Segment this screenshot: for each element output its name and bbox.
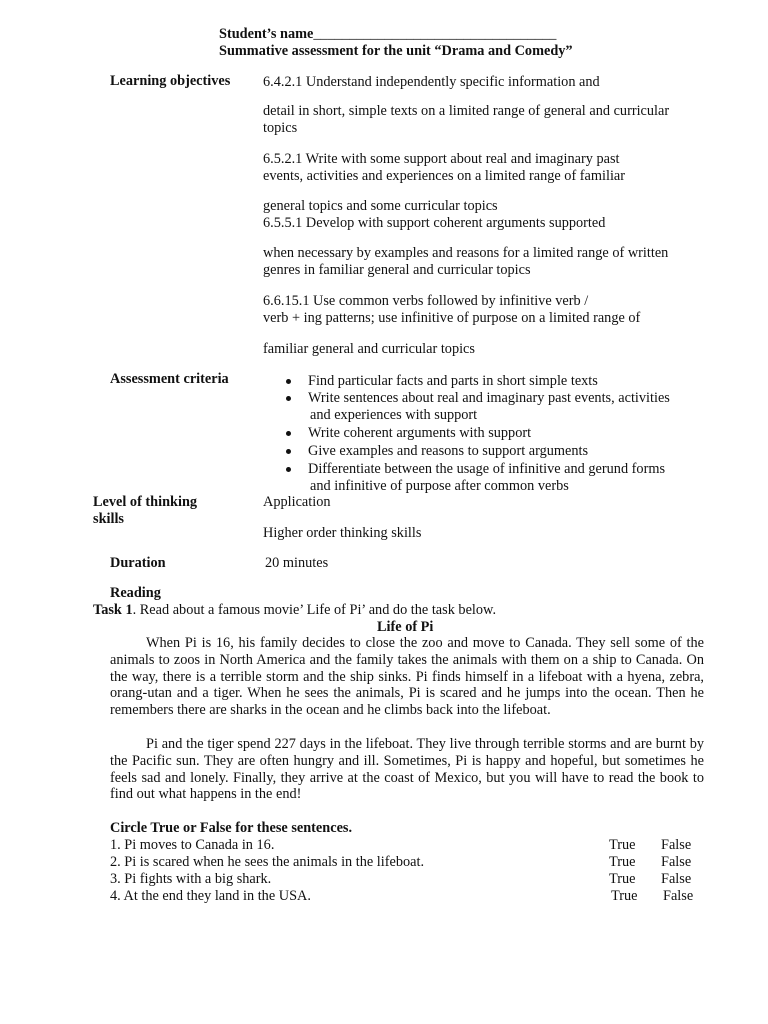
student-name-label: Student’s name <box>219 26 314 42</box>
story-paragraph: Pi and the tiger spend 227 days in the lifeboat. They live through terrible storms and are burnt by the Pacific sun. They are often hungry and ill. Sometimes, Pi is happy and hopeful, but sometimes he feels sad and lonely. Finally, they arrive at the coast of Mexico, but you will have to read the book to find out what happens in the end! <box>110 736 704 803</box>
objective-line: 6.5.5.1 Develop with support coherent arguments supported <box>263 215 606 231</box>
objective-line: topics <box>263 120 298 136</box>
objective-line: 6.5.2.1 Write with some support about real and imaginary past <box>263 151 620 167</box>
thinking-label: Level of thinking <box>93 494 198 510</box>
reading-heading: Reading <box>110 585 161 601</box>
student-name-blank[interactable]: __________________________________ <box>313 26 557 42</box>
objective-line: verb + ing patterns; use infinitive of purpose on a limited range of <box>263 310 641 326</box>
objectives-label: Learning objectives <box>110 73 231 89</box>
objective-line: 6.4.2.1 Understand independently specific information and <box>263 74 600 90</box>
duration-value: 20 minutes <box>265 555 329 571</box>
task-label: Task 1 <box>93 602 133 618</box>
false-option[interactable]: False <box>661 854 692 870</box>
objective-line: when necessary by examples and reasons for a limited range of written <box>263 245 669 261</box>
criteria-item: Find particular facts and parts in short simple texts <box>308 373 598 389</box>
objective-line: general topics and some curricular topics <box>263 198 498 214</box>
true-option[interactable]: True <box>609 871 636 887</box>
true-option[interactable]: True <box>609 837 636 853</box>
document-title: Summative assessment for the unit “Drama and Comedy” <box>219 43 573 59</box>
duration-label: Duration <box>110 555 166 571</box>
task-text: . Read about a famous movie’ Life of Pi’ and do the task below. <box>132 602 497 618</box>
quiz-instruction: Circle True or False for these sentences. <box>110 820 353 836</box>
quiz-question: 4. At the end they land in the USA. <box>110 888 311 904</box>
quiz-question: 1. Pi moves to Canada in 16. <box>110 837 275 853</box>
bullet-icon <box>286 443 294 460</box>
task-instruction <box>93 602 496 619</box>
criteria-item: Give examples and reasons to support arguments <box>308 443 589 459</box>
story-paragraph: When Pi is 16, his family decides to close the zoo and move to Canada. They sell some of the animals to zoos in North America and the family takes the animals with them on a ship to Canada. On the way, there is a terrible storm and the ship sinks. Pi finds himself in a lifeboat with a hyena, zebra, orang-utan and a tiger. When he sees the animals, Pi is scared and he jumps into the ocean. Then he remembers there are sharks in the ocean and he climbs back into the lifeboat. <box>110 635 704 719</box>
true-option[interactable]: True <box>611 888 638 904</box>
bullet-icon <box>286 390 294 407</box>
bullet-icon <box>286 461 294 478</box>
quiz-question: 3. Pi fights with a big shark. <box>110 871 272 887</box>
criteria-item-continued: and infinitive of purpose after common verbs <box>310 478 569 494</box>
bullet-icon <box>286 425 294 442</box>
objective-line: detail in short, simple texts on a limited range of general and curricular <box>263 103 670 119</box>
quiz-question: 2. Pi is scared when he sees the animals in the lifeboat. <box>110 854 425 870</box>
objective-line: events, activities and experiences on a limited range of familiar <box>263 168 626 184</box>
story-title: Life of Pi <box>377 619 434 635</box>
thinking-value: Application <box>263 494 331 510</box>
false-option[interactable]: False <box>663 888 694 904</box>
criteria-item: Write coherent arguments with support <box>308 425 532 441</box>
criteria-item: Write sentences about real and imaginary past events, activities <box>308 390 670 406</box>
criteria-item-continued: and experiences with support <box>310 407 478 423</box>
false-option[interactable]: False <box>661 837 692 853</box>
objective-line: familiar general and curricular topics <box>263 341 475 357</box>
objective-line: genres in familiar general and curricular topics <box>263 262 531 278</box>
criteria-item: Differentiate between the usage of infinitive and gerund forms <box>308 461 666 477</box>
bullet-icon <box>286 373 294 390</box>
true-option[interactable]: True <box>609 854 636 870</box>
criteria-label: Assessment criteria <box>110 371 229 387</box>
thinking-value: Higher order thinking skills <box>263 525 422 541</box>
student-name-line <box>219 26 556 43</box>
false-option[interactable]: False <box>661 871 692 887</box>
objective-line: 6.6.15.1 Use common verbs followed by infinitive verb / <box>263 293 589 309</box>
thinking-label-cont: skills <box>93 511 124 527</box>
